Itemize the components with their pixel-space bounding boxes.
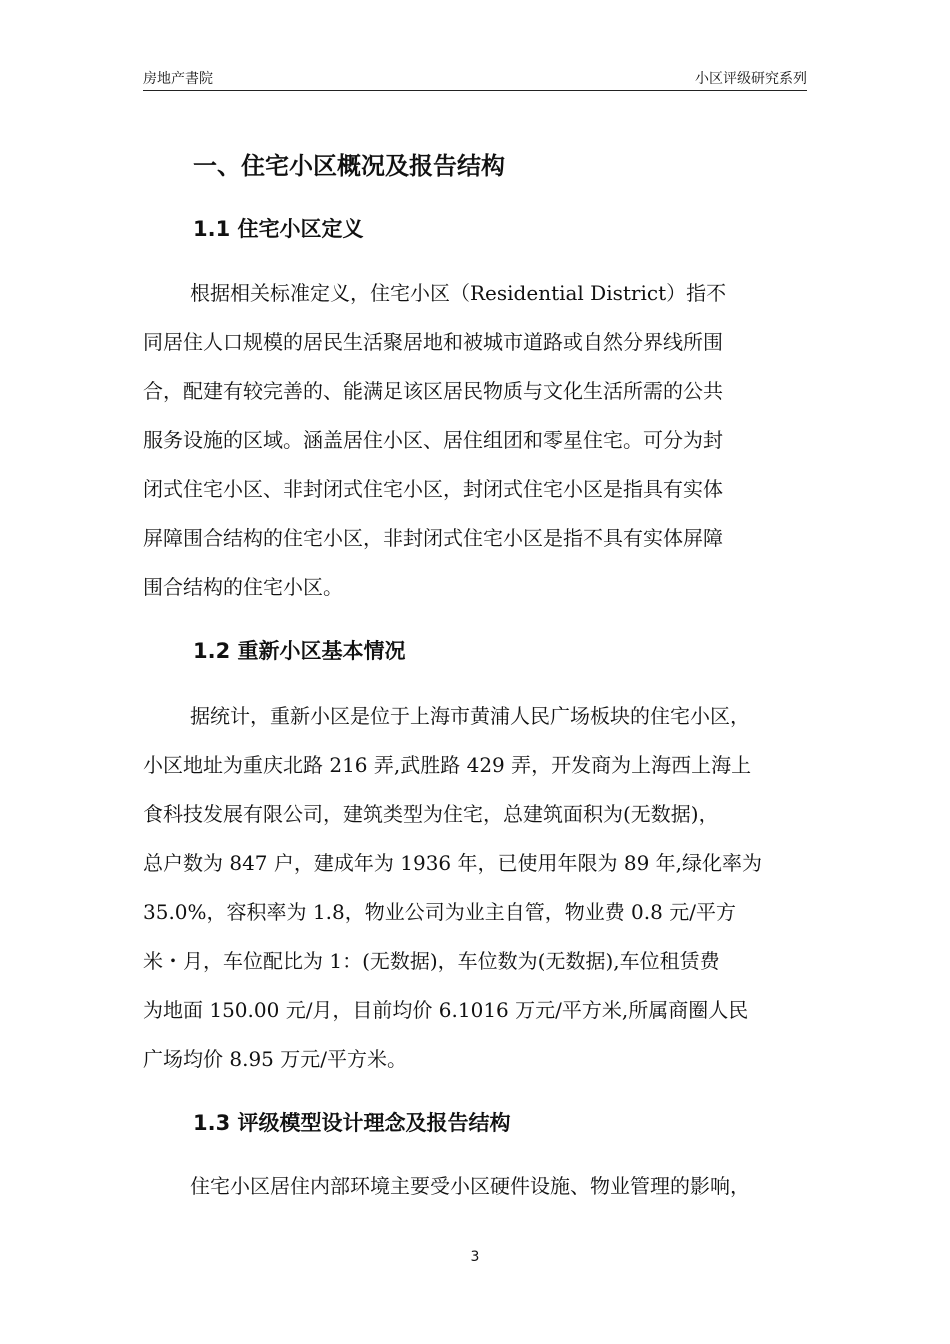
header-publisher: 房地产書院 [143,71,213,87]
header-series: 小区评级研究系列 [695,71,807,87]
paragraph-line: 根据相关标准定义，住宅小区（Residential District）指不 [190,281,727,305]
section-heading-1-2: 1.2 重新小区基本情况 [193,639,406,663]
section-heading-1-1: 1.1 住宅小区定义 [193,217,364,241]
paragraph-line: 据统计，重新小区是位于上海市黄浦人民广场板块的住宅小区， [190,704,750,728]
paragraph-line: 闭式住宅小区、非封闭式住宅小区，封闭式住宅小区是指具有实体 [143,477,723,501]
paragraph-line: 小区地址为重庆北路 216 弄,武胜路 429 弄，开发商为上海西上海上 [143,753,752,777]
paragraph-line: 米・月，车位配比为 1：(无数据)，车位数为(无数据),车位租赁费 [143,949,720,973]
paragraph-line: 总户数为 847 户，建成年为 1936 年，已使用年限为 89 年,绿化率为 [143,851,763,875]
paragraph-line: 同居住人口规模的居民生活聚居地和被城市道路或自然分界线所围 [143,330,723,354]
paragraph-line: 35.0%，容积率为 1.8，物业公司为业主自管，物业费 0.8 元/平方 [143,900,736,924]
paragraph-line: 屏障围合结构的住宅小区，非封闭式住宅小区是指不具有实体屏障 [143,526,723,550]
paragraph-line: 为地面 150.00 元/月，目前均价 6.1016 万元/平方米,所属商圈人民 [143,998,749,1022]
page-header [143,68,807,91]
section-heading-1-3: 1.3 评级模型设计理念及报告结构 [193,1111,511,1135]
paragraph-line: 食科技发展有限公司，建筑类型为住宅，总建筑面积为(无数据)， [143,802,719,826]
paragraph-line: 围合结构的住宅小区。 [143,575,343,599]
paragraph-line: 合，配建有较完善的、能满足该区居民物质与文化生活所需的公共 [143,379,723,403]
paragraph-line: 广场均价 8.95 万元/平方米。 [143,1047,407,1071]
page-number: 3 [470,1249,480,1265]
paragraph-line: 服务设施的区域。涵盖居住小区、居住组团和零星住宅。可分为封 [143,428,723,452]
chapter-title: 一、住宅小区概况及报告结构 [193,152,505,180]
paragraph-line: 住宅小区居住内部环境主要受小区硬件设施、物业管理的影响， [190,1174,750,1198]
